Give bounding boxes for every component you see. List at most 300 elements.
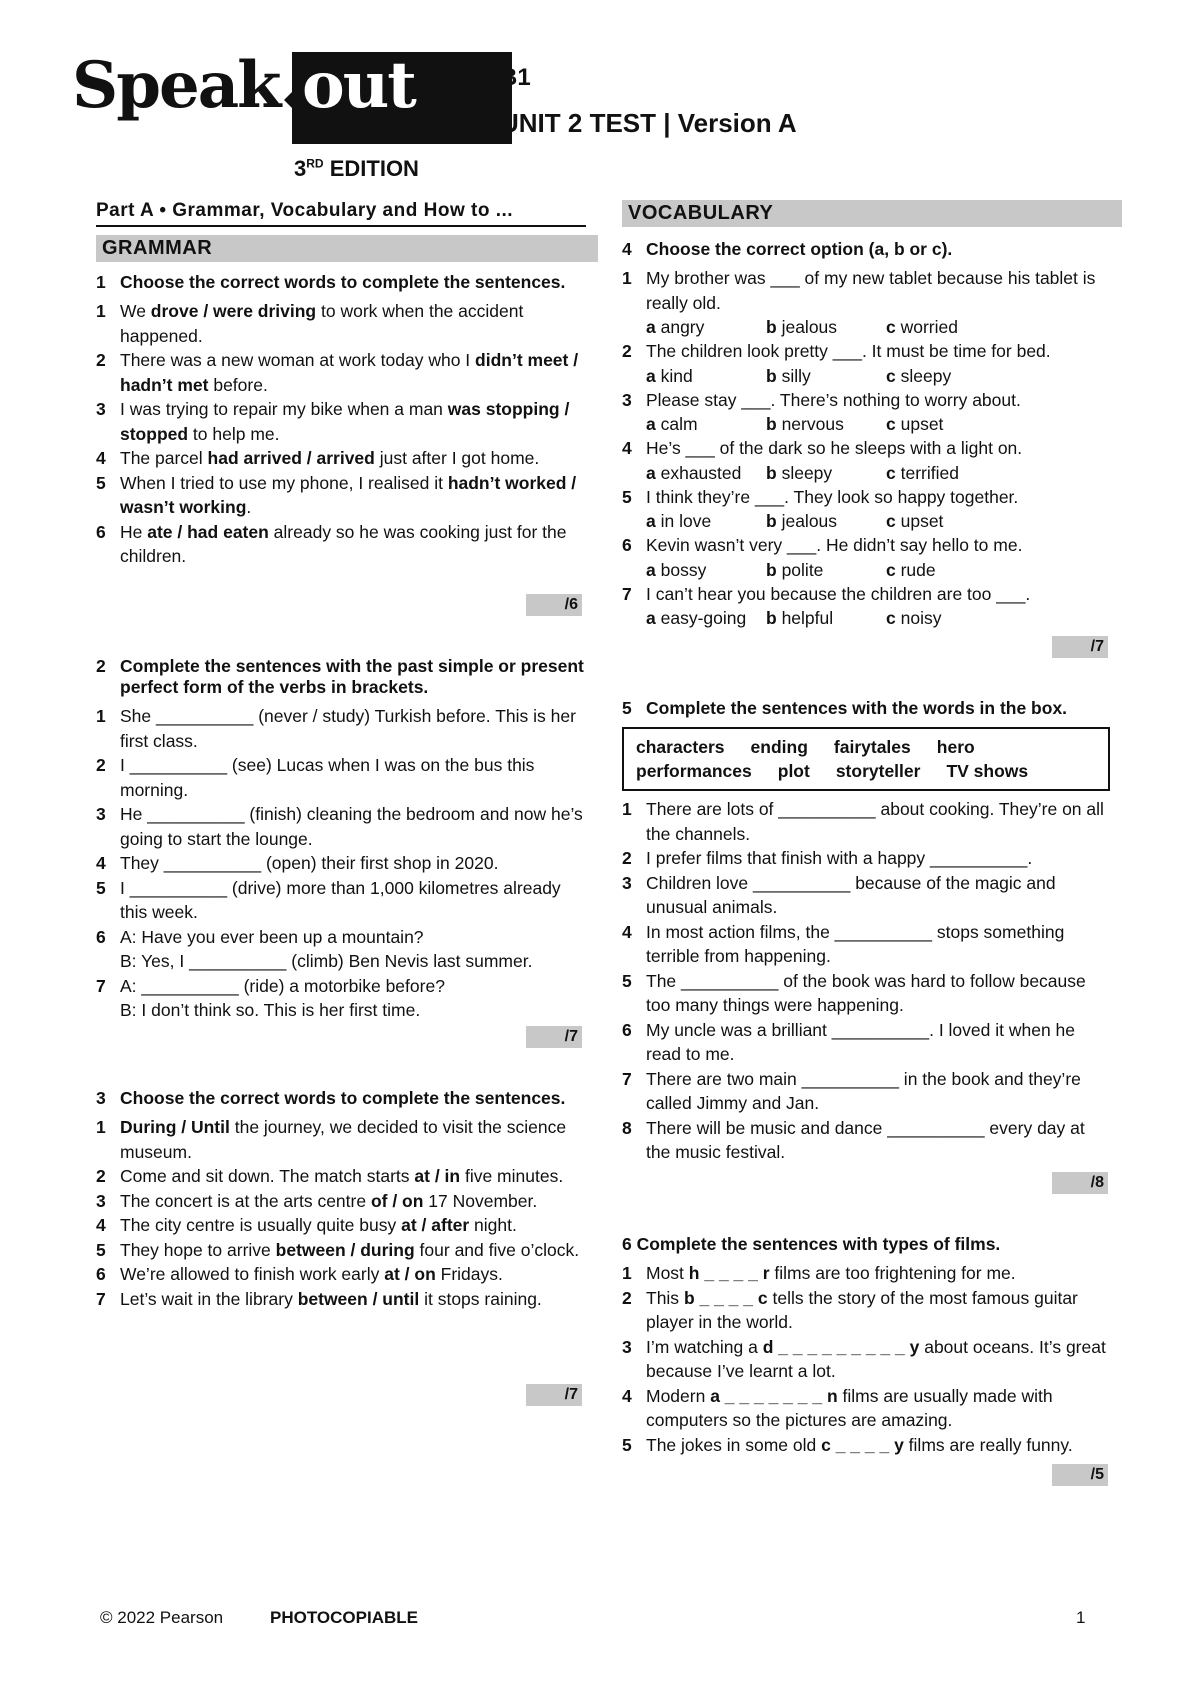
exercise-4-instruction: 4 Choose the correct option (a, b or c). (622, 239, 953, 259)
list-item (622, 920, 1110, 969)
item-number: 7 (622, 1068, 632, 1089)
item-line: In most action films, the __________ stops something terrible from happening. (646, 921, 1065, 966)
footer-copyright: © 2022 Pearson (100, 1608, 224, 1627)
item-text-after: the journey, we decided to visit the science museum. (120, 1117, 567, 1162)
list-item (96, 1115, 586, 1164)
item-text-before: Let’s wait in the library (120, 1288, 298, 1309)
option-row (622, 315, 1110, 339)
option-c (886, 364, 1006, 388)
item-number: 4 (96, 853, 106, 873)
option-letter: c (886, 608, 896, 628)
option-text: upset (900, 511, 944, 531)
list-item (622, 797, 1110, 846)
exercise-1-instruction: 1 Choose the correct words to complete the sentences. (96, 272, 566, 292)
option-text: jealous (781, 511, 838, 531)
option-text: upset (900, 414, 944, 434)
item-text: Please stay ___. There’s nothing to worry about. (646, 389, 1021, 410)
item-choice: between / until (297, 1288, 420, 1309)
item-text (120, 348, 586, 397)
list-item (96, 876, 586, 925)
item-text (646, 846, 1110, 871)
level-label: B1 (500, 64, 531, 91)
logo-out-text: out (302, 48, 415, 123)
item-text: The children look pretty ___. It must be time for bed. (646, 341, 1051, 361)
item-line: She __________ (never / study) Turkish before. This is her first class. (120, 706, 576, 751)
edition-text: EDITION (329, 156, 419, 181)
item-number: 3 (96, 804, 106, 824)
option-c (886, 606, 1006, 630)
item-text-after: night. (469, 1215, 517, 1235)
option-b (766, 509, 886, 533)
item-text (120, 299, 586, 348)
item-text (646, 797, 1110, 846)
item-number: 5 (96, 1239, 106, 1260)
exercise-1-score: /6 (526, 594, 582, 616)
word-box (622, 727, 1110, 791)
option-letter: c (886, 414, 896, 434)
edition-number: 3 (294, 156, 307, 181)
option-text: sleepy (900, 365, 952, 386)
list-item (96, 1164, 586, 1189)
option-text: jealous (781, 317, 838, 337)
option-c (886, 509, 1006, 533)
item-number: 4 (622, 1385, 632, 1406)
item-text-after: tells the story of the most famous guitar player in the world. (646, 1287, 1078, 1332)
item-number: 7 (96, 975, 106, 996)
item-text (120, 1115, 586, 1164)
item-text-before: There was a new woman at work today who I (120, 350, 476, 370)
list-item (96, 704, 586, 753)
option-text: kind (660, 365, 693, 386)
list-item (622, 436, 1110, 461)
item-number: 1 (96, 1117, 106, 1137)
item-line: The __________ of the book was hard to follow because too many things were happening. (646, 970, 1086, 1015)
word-box-row-2 (636, 759, 1096, 783)
item-text (120, 397, 586, 446)
item-text-before: The parcel (120, 448, 208, 468)
item-line: There will be music and dance __________ every day at the music festival. (646, 1117, 1085, 1162)
item-text-before: I’m watching a (646, 1336, 763, 1357)
option-letter: c (886, 462, 896, 483)
option-text: sleepy (781, 462, 833, 483)
item-number: 7 (96, 1288, 106, 1309)
item-number: 6 (96, 1264, 106, 1284)
item-text-after: already so he was cooking just for the children. (120, 521, 567, 566)
list-item (622, 1018, 1110, 1067)
list-item (96, 520, 586, 569)
item-text (120, 1238, 586, 1263)
exercise-2-instruction: 2 Complete the sentences with the past simple or present perfect form of the verbs in brackets. (96, 656, 584, 697)
option-text: terrified (900, 462, 959, 483)
vocabulary-section-bar: VOCABULARY (622, 200, 1122, 227)
item-text-after: films are usually made with computers so the pictures are amazing. (646, 1385, 1053, 1430)
item-text (646, 1018, 1110, 1067)
option-a (646, 315, 766, 339)
item-number: 1 (622, 799, 632, 819)
item-text-after: five minutes. (460, 1166, 564, 1186)
item-text-after: to help me. (188, 423, 280, 444)
item-choice: at / on (384, 1264, 436, 1284)
option-c (886, 558, 1006, 582)
exercise-6-instruction: 6 Complete the sentences with types of films. (622, 1234, 1001, 1254)
option-b (766, 364, 886, 388)
item-text (120, 753, 586, 802)
option-letter: a (646, 559, 656, 580)
item-text-before: Modern (646, 1385, 711, 1406)
item-text: My brother was ___ of my new tablet because his tablet is really old. (646, 268, 1096, 313)
list-item (622, 388, 1110, 413)
item-number: 6 (622, 535, 632, 555)
logo-edition (294, 156, 419, 182)
item-text (120, 1189, 586, 1214)
option-letter: b (766, 414, 777, 434)
option-text: rude (900, 559, 936, 580)
box-word: TV shows (946, 761, 1029, 781)
exercise-1 (96, 272, 586, 569)
option-letter: b (766, 511, 777, 531)
item-text (120, 1164, 586, 1189)
option-text: in love (660, 511, 712, 531)
list-item (622, 1335, 1110, 1384)
item-choice: at / in (414, 1166, 461, 1186)
exercise-4-score: /7 (1052, 636, 1108, 658)
item-text (646, 1384, 1110, 1433)
item-number: 1 (622, 1263, 632, 1283)
item-number: 5 (96, 472, 106, 493)
option-row (622, 606, 1110, 630)
option-a (646, 509, 766, 533)
item-text-before: We’re allowed to finish work early (120, 1264, 385, 1284)
item-line: They __________ (open) their first shop in 2020. (120, 853, 499, 873)
box-word: storyteller (835, 761, 921, 781)
item-text-before: When I tried to use my phone, I realised it (120, 472, 448, 493)
item-text: I think they’re ___. They look so happy together. (646, 486, 1019, 507)
exercise-4 (622, 239, 1110, 630)
option-a (646, 461, 766, 485)
option-c (886, 461, 1006, 485)
exercise-3 (96, 1088, 586, 1311)
option-text: silly (781, 365, 811, 386)
item-text-before: I was trying to repair my bike when a man (120, 399, 448, 419)
item-number: 2 (622, 848, 632, 868)
list-item (622, 266, 1110, 315)
box-word: fairytales (833, 737, 911, 757)
option-text: nervous (781, 414, 844, 434)
option-letter: c (886, 365, 896, 386)
option-letter: a (646, 317, 656, 337)
item-text (646, 871, 1110, 920)
exercise-5 (622, 698, 1110, 1165)
list-item (622, 582, 1110, 607)
page-title: UNIT 2 TEST | Version A (500, 108, 797, 138)
item-number: 3 (622, 1336, 632, 1357)
item-text (120, 471, 586, 520)
item-number: 4 (622, 438, 632, 458)
exercise-3-instruction: 3 Choose the correct words to complete the sentences. (96, 1088, 566, 1108)
box-word: performances (636, 761, 752, 781)
item-number: 1 (622, 268, 632, 288)
option-letter: b (766, 462, 777, 483)
item-text (120, 704, 586, 753)
option-a (646, 606, 766, 630)
item-text-before: He (120, 521, 148, 542)
option-b (766, 412, 886, 436)
option-text: helpful (781, 608, 834, 628)
item-text: He’s ___ of the dark so he sleeps with a light on. (646, 438, 1023, 458)
list-item (622, 485, 1110, 510)
item-number: 6 (96, 521, 106, 542)
option-row (622, 412, 1110, 436)
option-row (622, 461, 1110, 485)
option-text: calm (660, 414, 698, 434)
option-text: noisy (900, 608, 942, 628)
list-item (96, 1189, 586, 1214)
item-text (120, 520, 586, 569)
option-row (622, 509, 1110, 533)
item-number: 3 (96, 399, 106, 419)
option-c (886, 412, 1006, 436)
item-text-before: We (120, 301, 151, 321)
item-line: There are two main __________ in the book and they’re called Jimmy and Jan. (646, 1068, 1081, 1113)
page-number: 1 (1076, 1608, 1086, 1627)
item-number: 1 (96, 706, 106, 726)
item-choice: of / on (370, 1190, 424, 1211)
option-row (622, 364, 1110, 388)
item-text (120, 925, 586, 974)
item-number: 5 (622, 970, 632, 991)
exercise-3-score: /7 (526, 1384, 582, 1406)
item-choice: was stopping / stopped (120, 399, 570, 444)
item-text (120, 876, 586, 925)
option-a (646, 364, 766, 388)
option-text: exhausted (660, 462, 742, 483)
item-text (646, 1116, 1110, 1165)
option-letter: a (646, 608, 656, 628)
option-letter: b (766, 608, 777, 628)
item-number: 3 (96, 1190, 106, 1211)
edition-sup: RD (306, 156, 324, 171)
option-c (886, 315, 1006, 339)
item-choice: h _ _ _ _ r (688, 1263, 770, 1283)
item-text (120, 1213, 586, 1238)
list-item (622, 871, 1110, 920)
list-item (622, 846, 1110, 871)
item-text (120, 1287, 586, 1312)
item-choice: During / Until (120, 1117, 230, 1137)
option-letter: c (886, 559, 896, 580)
exercise-2 (96, 656, 586, 1023)
item-choice: between / during (275, 1239, 415, 1260)
item-number: 5 (96, 877, 106, 898)
item-text-after: four and five o’clock. (414, 1239, 580, 1260)
item-line: A: Have you ever been up a mountain? (120, 926, 424, 947)
part-a-title: Part A • Grammar, Vocabulary and How to ... (96, 200, 586, 227)
item-line-2: B: Yes, I __________ (climb) Ben Nevis last summer. (120, 951, 533, 971)
item-number: 2 (622, 341, 632, 361)
item-text (120, 802, 586, 851)
item-number: 5 (622, 1434, 632, 1455)
item-number: 8 (622, 1117, 632, 1138)
list-item (96, 446, 586, 471)
list-item (96, 348, 586, 397)
option-a (646, 412, 766, 436)
item-text-before: Most (646, 1263, 689, 1283)
item-text-after: to work when the accident happened. (120, 301, 524, 346)
item-text-before: They hope to arrive (120, 1239, 276, 1260)
list-item (96, 851, 586, 876)
list-item (622, 1384, 1110, 1433)
item-text-after: films are too frightening for me. (769, 1263, 1016, 1283)
item-text (120, 446, 586, 471)
option-letter: a (646, 414, 656, 434)
item-choice: a _ _ _ _ _ _ _ n (710, 1385, 838, 1406)
option-a (646, 558, 766, 582)
exercise-5-instruction: 5 Complete the sentences with the words in the box. (622, 698, 1068, 718)
item-choice: c _ _ _ _ y (821, 1434, 904, 1455)
logo-notch (284, 90, 294, 110)
item-choice: hadn’t worked / wasn’t working (120, 472, 577, 517)
box-word: characters (636, 737, 725, 757)
option-text: bossy (660, 559, 707, 580)
option-letter: b (766, 365, 777, 386)
item-line: A: __________ (ride) a motorbike before? (120, 975, 445, 996)
item-number: 4 (96, 448, 106, 468)
list-item (622, 1286, 1110, 1335)
item-number: 4 (622, 921, 632, 942)
item-choice: d _ _ _ _ _ _ _ _ _ y (762, 1336, 920, 1357)
list-item (622, 1433, 1110, 1458)
item-number: 7 (622, 583, 632, 604)
exercise-6 (622, 1234, 1110, 1457)
list-item (96, 471, 586, 520)
item-choice: ate / had eaten (147, 521, 269, 542)
item-text-after: just after I got home. (374, 448, 540, 468)
item-line: There are lots of __________ about cooking. They’re on all the channels. (646, 799, 1104, 844)
item-text (646, 1261, 1110, 1286)
item-text (120, 1262, 586, 1287)
item-text (646, 969, 1110, 1018)
item-number: 2 (96, 350, 106, 370)
exercise-6-score: /5 (1052, 1464, 1108, 1486)
list-item (622, 1261, 1110, 1286)
item-text (646, 1335, 1110, 1384)
item-text-after: before. (208, 374, 268, 395)
list-item (96, 1287, 586, 1312)
option-letter: b (766, 317, 777, 337)
option-b (766, 558, 886, 582)
item-text-before: The city centre is usually quite busy (120, 1215, 402, 1235)
list-item (622, 1067, 1110, 1116)
list-item (622, 1116, 1110, 1165)
option-text: angry (660, 317, 705, 337)
footer-photocopiable: PHOTOCOPIABLE (270, 1608, 418, 1627)
item-choice: didn’t meet / hadn’t met (120, 350, 579, 395)
item-text-after: 17 November. (423, 1190, 538, 1211)
item-number: 2 (96, 1166, 106, 1186)
item-text-after: . (246, 497, 252, 517)
item-line: Children love __________ because of the magic and unusual animals. (646, 872, 1056, 917)
item-text (646, 1067, 1110, 1116)
list-item (96, 299, 586, 348)
item-text (120, 851, 586, 876)
list-item (96, 925, 586, 974)
item-text-after: Fridays. (435, 1264, 503, 1284)
option-letter: b (766, 559, 777, 580)
list-item (622, 969, 1110, 1018)
list-item (622, 339, 1110, 364)
item-number: 2 (96, 755, 106, 775)
grammar-section-bar: GRAMMAR (96, 235, 598, 262)
item-number: 6 (96, 926, 106, 947)
item-text-after: films are really funny. (903, 1434, 1073, 1455)
item-line: I prefer films that finish with a happy __________. (646, 848, 1033, 868)
option-b (766, 606, 886, 630)
exercise-5-score: /8 (1052, 1172, 1108, 1194)
list-item (96, 753, 586, 802)
item-number: 2 (622, 1287, 632, 1308)
option-letter: a (646, 511, 656, 531)
list-item (96, 397, 586, 446)
list-item (96, 1213, 586, 1238)
option-b (766, 461, 886, 485)
item-number: 3 (622, 389, 632, 410)
box-word: hero (936, 737, 975, 757)
list-item (622, 533, 1110, 558)
item-text-after: it stops raining. (419, 1288, 542, 1309)
option-letter: c (886, 317, 896, 337)
word-box-row-1 (636, 735, 1096, 759)
option-letter: c (886, 511, 896, 531)
list-item (96, 802, 586, 851)
option-text: polite (781, 559, 824, 580)
item-text-before: The concert is at the arts centre (120, 1190, 371, 1211)
item-choice: drove / were driving (150, 301, 317, 321)
item-text (646, 1433, 1110, 1458)
option-row (622, 558, 1110, 582)
option-letter: a (646, 365, 656, 386)
item-line-2: B: I don’t think so. This is her first time. (120, 1000, 421, 1020)
option-text: easy-going (660, 608, 747, 628)
item-number: 3 (622, 872, 632, 893)
list-item (96, 1262, 586, 1287)
item-text-before: This (646, 1287, 684, 1308)
item-text-before: Come and sit down. The match starts (120, 1166, 415, 1186)
item-choice: at / after (401, 1215, 470, 1235)
item-text (120, 974, 586, 1023)
item-number: 4 (96, 1215, 106, 1235)
option-letter: a (646, 462, 656, 483)
item-choice: had arrived / arrived (207, 448, 375, 468)
item-line: He __________ (finish) cleaning the bedroom and now he’s going to start the lounge. (120, 804, 583, 849)
item-number: 1 (96, 301, 106, 321)
list-item (96, 1238, 586, 1263)
item-line: I __________ (drive) more than 1,000 kilometres already this week. (120, 877, 561, 922)
item-number: 5 (622, 486, 632, 507)
item-number: 6 (622, 1019, 632, 1040)
exercise-2-score: /7 (526, 1026, 582, 1048)
option-b (766, 315, 886, 339)
item-text: I can’t hear you because the children are too ___. (646, 583, 1031, 604)
box-word: ending (750, 737, 808, 757)
item-text-after: about oceans. It’s great because I’ve learnt a lot. (646, 1336, 1106, 1381)
item-choice: b _ _ _ _ c (683, 1287, 768, 1308)
item-text: Kevin wasn’t very ___. He didn’t say hello to me. (646, 535, 1023, 555)
item-text (646, 1286, 1110, 1335)
item-text (646, 920, 1110, 969)
item-text-before: The jokes in some old (646, 1434, 822, 1455)
logo-speak-text: Speak (72, 48, 280, 123)
box-word: plot (777, 761, 810, 781)
